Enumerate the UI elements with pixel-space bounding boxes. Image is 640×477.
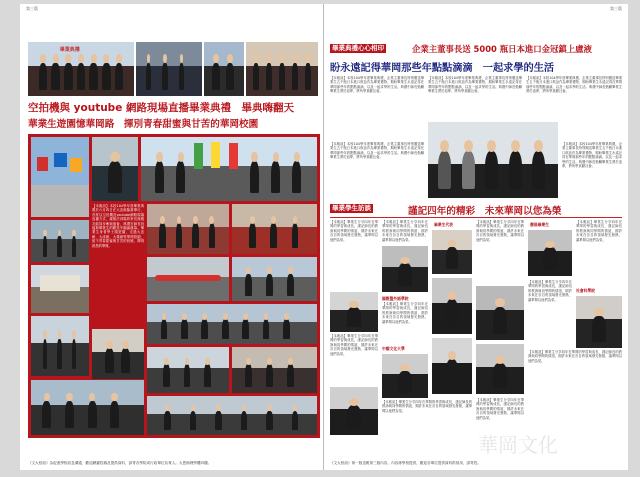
- photo-student-f: [382, 354, 428, 398]
- student-label-2: 國際暨外語學院: [382, 296, 409, 301]
- headline-primary: 空拍機與 youtube 網路現場直播畢業典禮 畢典嗨翻天: [28, 102, 294, 114]
- photo-procession-flags: [141, 137, 317, 201]
- headline-secondary: 華業生遊園憶華岡路 揮別青春甜蜜與甘苦的華岡校園: [28, 119, 259, 130]
- section-1-title: 企業主董事長送 5000 瓶日本進口金冠鎮上盧液: [412, 44, 592, 54]
- section-2-chip: 畢業學生訪談: [332, 204, 371, 212]
- photo-student-a: [330, 292, 378, 332]
- photo-graduate-portrait: [92, 137, 138, 201]
- photo-courtyard-group: [147, 304, 317, 344]
- section-2-body-h: 【本報訊】畢業生分享四年在華岡的學習與成長，謹記師長的教誨與同學間的情誼，期許未來在各自的領域發光發熱，讓華岡以他們為榮。: [528, 350, 622, 363]
- left-footer: 《文大校訊》為促進學校訊息溝通，歡迎踴躍投稿及提供資料，請寄各學院或行政單位負責人。大恩館理學樓四樓。: [28, 461, 212, 465]
- photo-dragon-dance: [147, 257, 229, 301]
- article-body: 【本報訊】本校104學年度畢業典禮於六月四日在大忠館隆重舉行，首度以空拍機及youtube網路現場直播方式，讓無法到場的家長與親友能同步參與盛會，典禮在師長祝福與畢業生的歡笑中圓滿落幕。畢業生身著學士服遊園，走過大忠館、大成館、大義館等華岡校園，留下青春甜蜜與甘苦的回憶，揮別熟悉的華岡。: [92, 204, 144, 248]
- photo-graduates-steps: [31, 316, 89, 376]
- photo-officials-graduates: [428, 122, 558, 198]
- photo-plaza-crowd: [232, 257, 317, 301]
- section-2-body-g: 【本報訊】畢業生分享四年在華岡的學習與成長，謹記師長的教誨與同學間的情誼，期許未來在各自的領域發光發熱，讓華岡以他們為榮。: [528, 280, 572, 302]
- newspaper-spread: [20, 4, 628, 470]
- photo-student-e: [432, 278, 472, 334]
- section-2-body-b: 【本報訊】畢業生分享四年在華岡的學習與成長，謹記師長的教誨與同學間的情誼，期許未來在各自的領域發光發熱，讓華岡以他們為榮。: [330, 334, 378, 356]
- photo-cap-toss: [31, 380, 144, 435]
- section-2-body: 【本報訊】畢業生分享四年在華岡的學習與成長，謹記師長的教誨與同學間的情誼，期許未來在各自的領域發光發熱，讓華岡以他們為榮。: [330, 220, 378, 242]
- section-divider: [330, 217, 622, 218]
- student-label-1: 畢業生代表: [434, 222, 453, 227]
- page-number-right: 第三版: [610, 6, 622, 11]
- photo-banner: 畢業典禮: [59, 47, 80, 54]
- photo-graduate-pair: [92, 329, 144, 379]
- section-1-subtitle: 盼永遠記得華岡那些年點點滴滴 一起求學的生活: [330, 63, 555, 72]
- photo-flags-campus: [31, 137, 89, 217]
- watermark: 華岡文化: [478, 433, 558, 457]
- section-1-body: 【本報訊】本校104學年度畢業典禮，企業主董事長特別贈送畢業生五千瓶日本進口飲品作為畢業禮物，期盼畢業生永遠記得在華岡那些年的點點滴滴，以及一起求學的生活。典禮中師長勉勵畢業生勇於追夢，將所學貢獻社會。: [330, 76, 424, 94]
- section-2-body-i: 【本報訊】畢業生分享四年在華岡的學習與成長，謹記師長的教誨與同學間的情誼，期許未來在各自的領域發光發熱，讓華岡以他們為榮。: [476, 398, 524, 420]
- section-1-body-col3b: 【本報訊】本校104學年度畢業典禮，企業主董事長特別贈送畢業生五千瓶日本進口飲品作為畢業禮物，期盼畢業生永遠記得在華岡那些年的點點滴滴，以及一起求學的生活。典禮中師長勉勵畢業生勇於追夢，將所學貢獻社會。: [562, 142, 622, 169]
- right-footer: 《文大校訊》第一版送報第三版內容，內容係學校提供，歡迎各單位提供資料供採用，請寄投。: [330, 461, 481, 465]
- section-2-body-f: 【本報訊】畢業生分享四年在華岡的學習與成長，謹記師長的教誨與同學間的情誼，期許未來在各自的領域發光發熱，讓華岡以他們為榮。: [576, 220, 622, 242]
- photo-drum-performance: [232, 204, 317, 254]
- photo-student-g: [432, 338, 472, 394]
- section-2-body-c: 【本報訊】畢業生分享四年在華岡的學習與成長，謹記師長的教誨與同學間的情誼，期許未來在各自的領域發光發熱，讓華岡以他們為榮。: [382, 302, 428, 324]
- photo-ceremony-stage: [136, 42, 202, 96]
- photo-graduates-group: [28, 42, 134, 96]
- photo-walkway-graduates: [147, 347, 229, 393]
- section-1-chip: 畢業典禮心心相印: [332, 44, 384, 52]
- section-2-body-e: 【本報訊】畢業生分享四年在華岡的學習與成長，謹記師長的教誨與同學間的情誼，期許未來在各自的領域發光發熱，讓華岡以他們為榮。: [476, 220, 524, 242]
- photo-student-j: [576, 296, 622, 348]
- section-2-title: 謹記四年的精彩 未來華岡以您為榮: [408, 206, 562, 215]
- section-1-body-col3: 【本報訊】本校104學年度畢業典禮，企業主董事長特別贈送畢業生五千瓶日本進口飲品作為畢業禮物，期盼畢業生永遠記得在華岡那些年的點點滴滴，以及一起求學的生活。典禮中師長勉勵畢業生勇於追夢，將所學貢獻社會。: [526, 76, 622, 94]
- photo-drum-band: [147, 204, 229, 254]
- photo-student-i: [476, 286, 524, 340]
- photo-building-entrance: [31, 265, 89, 313]
- student-label-4: 應屆畢業生: [530, 222, 549, 227]
- right-page: [324, 4, 628, 470]
- photo-graduates-smiling: [204, 42, 244, 96]
- photo-graduates-crowd: [246, 42, 318, 96]
- photo-campus-crowd: [31, 220, 89, 262]
- section-2-body-d: 【本報訊】畢業生分享四年在華岡的學習與成長，謹記師長的教誨與同學間的情誼，期許未來在各自的領域發光發熱，讓華岡以他們為榮。: [382, 400, 472, 413]
- student-label-3: 中國文化大學: [382, 346, 405, 351]
- section-1-body-col2: 【本報訊】本校104學年度畢業典禮，企業主董事長特別贈送畢業生五千瓶日本進口飲品作為畢業禮物，期盼畢業生永遠記得在華岡那些年的點點滴滴，以及一起求學的生活。典禮中師長勉勵畢業生勇於追夢，將所學貢獻社會。: [428, 76, 522, 94]
- photo-student-b: [330, 387, 378, 435]
- photo-jumping-graduates: [147, 396, 317, 435]
- section-1-body-col1b: 【本報訊】本校104學年度畢業典禮，企業主董事長特別贈送畢業生五千瓶日本進口飲品作為畢業禮物，期盼畢業生永遠記得在華岡那些年的點點滴滴，以及一起求學的生活。典禮中師長勉勵畢業生勇於追夢，將所學貢獻社會。: [330, 142, 424, 160]
- photo-student-h: [528, 230, 572, 276]
- photo-student-c: [382, 246, 428, 292]
- left-page: [20, 4, 324, 470]
- student-label-5: 社會科學院: [576, 288, 595, 293]
- photo-family-celebration: [232, 347, 317, 393]
- page-number: 第三版: [26, 6, 38, 11]
- section-2-intro: 【本報訊】畢業生分享四年在華岡的學習與成長，謹記師長的教誨與同學間的情誼，期許未來在各自的領域發光發熱，讓華岡以他們為榮。: [382, 220, 428, 242]
- photo-student-k: [476, 344, 524, 394]
- photo-student-d: [432, 230, 472, 274]
